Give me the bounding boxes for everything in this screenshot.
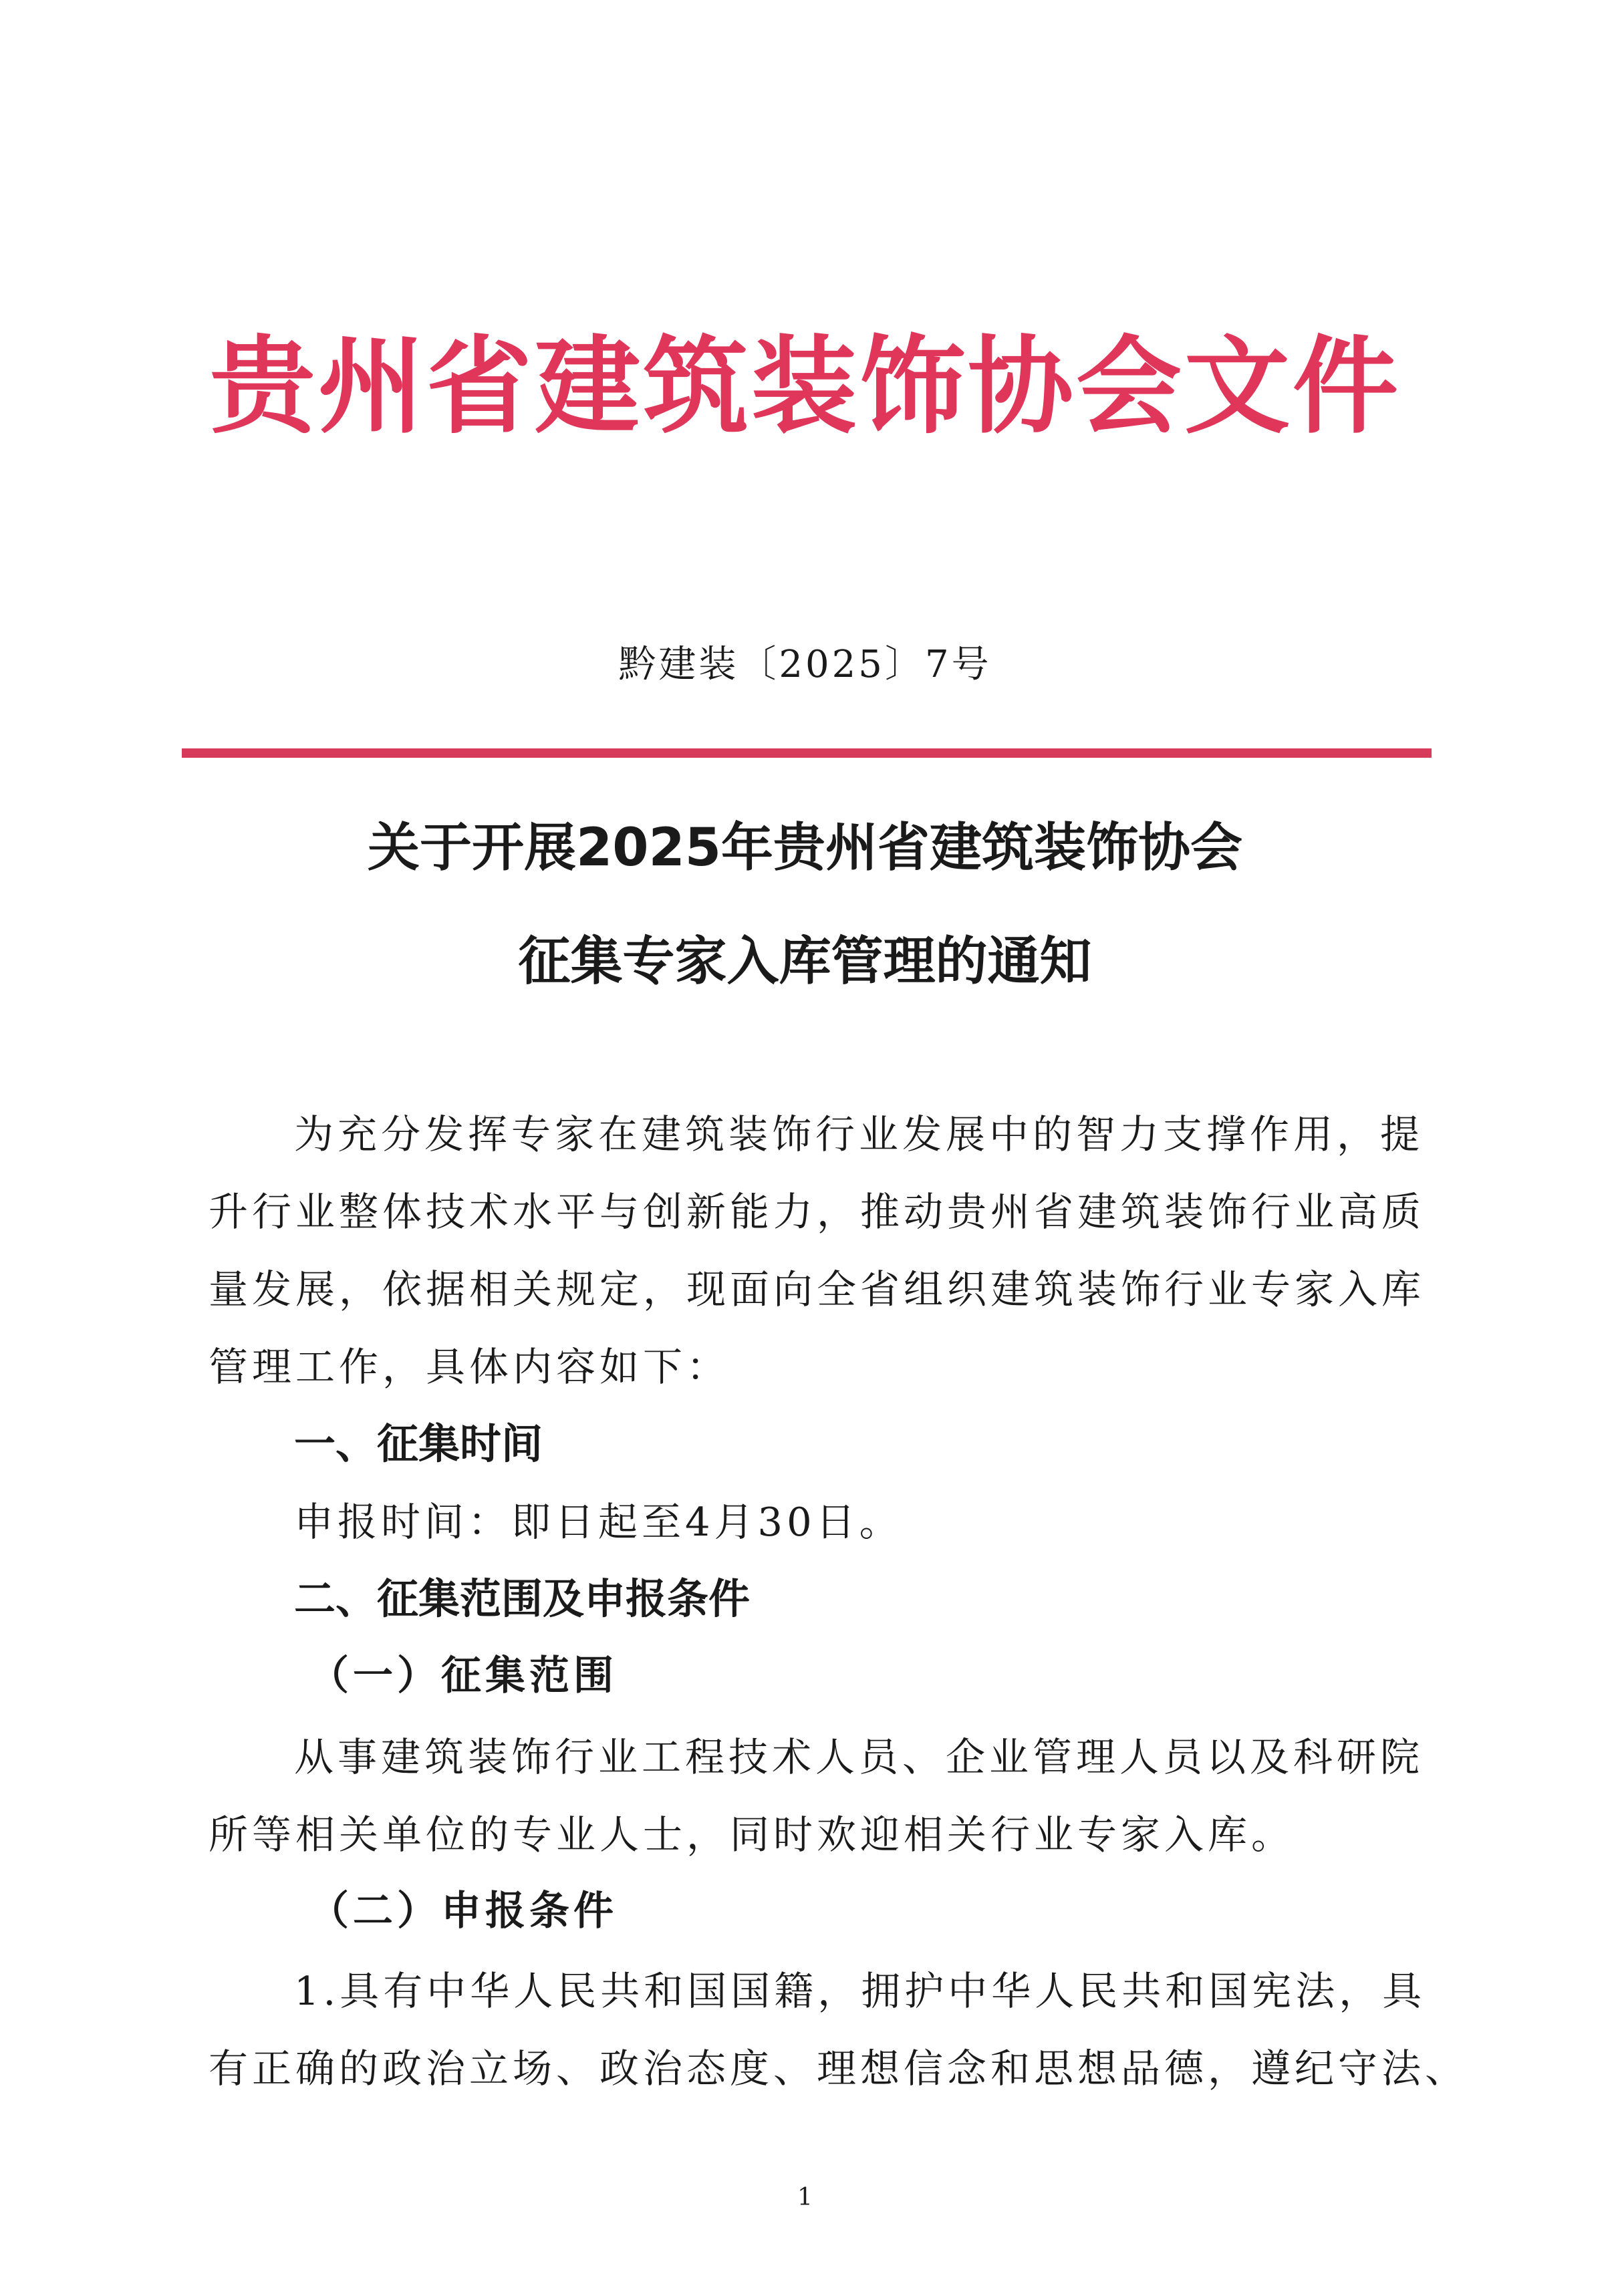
masthead-title: 贵州省建筑装饰协会文件	[210, 325, 1401, 448]
section-1-content: 申报时间：即日起至4月30日。	[294, 1499, 903, 1545]
section-2-1-line-1: 从事建筑装饰行业工程技术人员、企业管理人员以及科研院	[294, 1734, 1424, 1780]
section-2-heading: 二、征集范围及申报条件	[294, 1574, 751, 1623]
section-2-1-heading: （一）征集范围	[309, 1653, 618, 1699]
notice-title-line-1: 关于开展2025年贵州省建筑装饰协会	[367, 818, 1243, 878]
section-2-2-line-2: 有正确的政治立场、政治态度、理想信念和思想品德，遵纪守法、	[209, 2045, 1469, 2092]
section-2-1-line-2: 所等相关单位的专业人士，同时欢迎相关行业专家入库。	[209, 1812, 1295, 1858]
page-number: 1	[797, 2184, 813, 2211]
section-2-2-line-1: 1.具有中华人民共和国国籍，拥护中华人民共和国宪法，具	[294, 1968, 1426, 2014]
section-2-2-heading: （二）申报条件	[309, 1888, 618, 1934]
intro-line-1: 为充分发挥专家在建筑装饰行业发展中的智力支撑作用，提	[294, 1111, 1424, 1157]
intro-line-4: 管理工作，具体内容如下：	[209, 1344, 730, 1390]
section-1-heading: 一、征集时间	[294, 1419, 543, 1468]
intro-line-2: 升行业整体技术水平与创新能力，推动贵州省建筑装饰行业高质	[209, 1189, 1426, 1235]
notice-title-line-2: 征集专家入库管理的通知	[518, 931, 1092, 992]
document-number: 黔建装〔2025〕7号	[618, 643, 992, 686]
red-divider-rule	[182, 748, 1432, 758]
intro-line-3: 量发展，依据相关规定，现面向全省组织建筑装饰行业专家入库	[209, 1266, 1426, 1312]
